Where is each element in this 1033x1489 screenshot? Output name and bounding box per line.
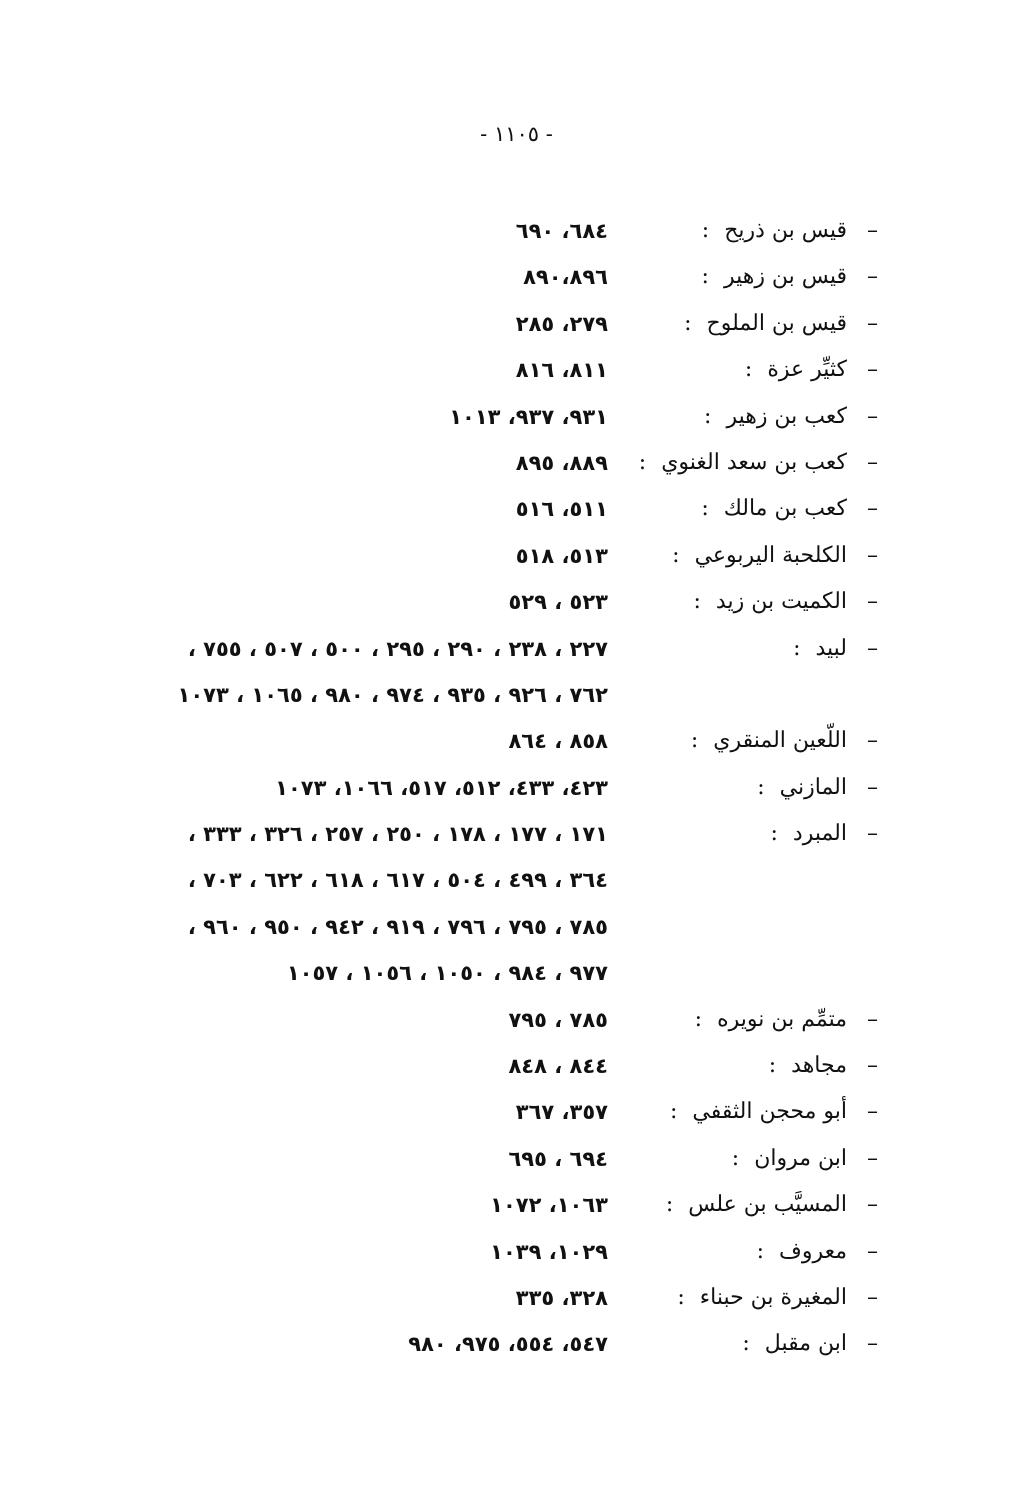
entry-pages: ١٠٢٩، ١٠٣٩ xyxy=(490,1239,608,1264)
entry-dash: – xyxy=(867,1099,878,1125)
entry-name: الكميت بن زيد : xyxy=(693,589,847,615)
entry-name: معروف : xyxy=(756,1238,847,1264)
entry-name: قيس بن زهير : xyxy=(701,264,847,290)
entry-dash: – xyxy=(867,264,878,290)
entry-pages: ٣٢٨، ٣٣٥ xyxy=(515,1285,608,1310)
index-entry-continuation xyxy=(0,904,1033,950)
entry-name: اللّعين المنقري : xyxy=(690,728,847,754)
entry-name: قيس بن الملوح : xyxy=(684,310,847,336)
index-entry xyxy=(0,997,1033,1043)
entry-dash: – xyxy=(867,449,878,475)
index-entry-continuation xyxy=(0,672,1033,718)
index-entry xyxy=(0,1321,1033,1367)
entry-name: المسيَّب بن علس : xyxy=(665,1192,847,1218)
entry-dash: – xyxy=(867,403,878,429)
entry-pages: ٥٤٧، ٥٥٤، ٩٧٥، ٩٨٠ xyxy=(408,1332,608,1357)
entry-pages: ٧٦٢ ، ٩٢٦ ، ٩٣٥ ، ٩٧٤ ، ٩٨٠ ، ١٠٦٥ ، ١٠٧٣ xyxy=(177,682,608,707)
entry-pages: ٦٩٤ ، ٦٩٥ xyxy=(508,1146,608,1171)
entry-dash: – xyxy=(867,589,878,615)
entry-dash: – xyxy=(867,218,878,243)
index-entry xyxy=(0,765,1033,811)
entry-dash: – xyxy=(867,496,878,522)
index-entry xyxy=(0,533,1033,579)
index-entry xyxy=(0,394,1033,440)
entry-pages: ٨٥٨ ، ٨٦٤ xyxy=(508,729,608,754)
entry-pages: ٨٩٠،٨٩٦ xyxy=(523,265,608,290)
entry-pages: ٣٦٤ ، ٤٩٩ ، ٥٠٤ ، ٦١٧ ، ٦١٨ ، ٦٢٢ ، ٧٠٣ ، xyxy=(187,868,608,893)
entry-dash: – xyxy=(867,1331,878,1357)
entry-name: ابن مروان : xyxy=(731,1145,847,1171)
entry-name: كثيِّر عزة : xyxy=(744,357,847,383)
entry-dash: – xyxy=(867,1192,878,1218)
entry-dash: – xyxy=(867,1238,878,1264)
index-list xyxy=(0,208,1033,1368)
index-entry xyxy=(0,347,1033,393)
entry-pages: ٢٢٧ ، ٢٣٨ ، ٢٩٠ ، ٢٩٥ ، ٥٠٠ ، ٥٠٧ ، ٧٥٥ ، xyxy=(187,636,608,661)
entry-pages: ٨١١، ٨١٦ xyxy=(515,358,608,383)
entry-name: المازني : xyxy=(757,774,847,800)
index-entry-continuation xyxy=(0,950,1033,996)
index-entry xyxy=(0,208,1033,254)
entry-dash: – xyxy=(867,821,878,847)
entry-pages: ٢٧٩، ٢٨٥ xyxy=(515,311,608,336)
entry-name: الكلحبة اليربوعي : xyxy=(672,542,847,568)
entry-dash: – xyxy=(867,635,878,661)
index-entry xyxy=(0,1043,1033,1089)
entry-name: مجاهد : xyxy=(768,1053,847,1079)
entry-name: المبرد : xyxy=(770,821,847,847)
entry-dash: – xyxy=(867,310,878,336)
index-entry xyxy=(0,1182,1033,1228)
entry-pages: ١٠٦٣، ١٠٧٢ xyxy=(490,1193,608,1218)
entry-pages: ٨٨٩، ٨٩٥ xyxy=(515,450,608,475)
entry-pages: ٣٥٧، ٣٦٧ xyxy=(515,1100,608,1125)
entry-name: كعب بن مالك : xyxy=(701,496,847,522)
index-entry xyxy=(0,626,1033,672)
index-entry xyxy=(0,1275,1033,1321)
entry-name: المغيرة بن حبناء : xyxy=(677,1284,847,1310)
entry-name: ابن مقبل : xyxy=(742,1331,847,1357)
index-entry xyxy=(0,579,1033,625)
entry-pages: ٤٢٣، ٤٣٣، ٥١٢، ٥١٧، ١٠٦٦، ١٠٧٣ xyxy=(275,775,608,800)
entry-pages: ٥١١، ٥١٦ xyxy=(515,497,608,522)
index-entry-continuation xyxy=(0,857,1033,903)
entry-name: أبو محجن الثقفي : xyxy=(670,1099,847,1125)
entry-pages: ٧٨٥ ، ٧٩٥ xyxy=(508,1007,608,1032)
entry-dash: – xyxy=(867,728,878,754)
entry-pages: ٧٨٥ ، ٧٩٥ ، ٧٩٦ ، ٩١٩ ، ٩٤٢ ، ٩٥٠ ، ٩٦٠ ، xyxy=(187,914,608,939)
entry-pages: ٩٣١، ٩٣٧، ١٠١٣ xyxy=(449,404,608,429)
page-number: - ١١٠٥ - xyxy=(480,122,553,146)
index-entry xyxy=(0,301,1033,347)
index-entry xyxy=(0,1136,1033,1182)
entry-pages: ٥١٣، ٥١٨ xyxy=(515,543,608,568)
entry-name: متمِّم بن نويره : xyxy=(694,1006,847,1032)
entry-name: لبيد : xyxy=(793,635,847,661)
index-entry xyxy=(0,811,1033,857)
entry-dash: – xyxy=(867,1284,878,1310)
entry-name: قيس بن ذريح : xyxy=(701,218,847,243)
index-entry xyxy=(0,440,1033,486)
entry-pages: ٥٢٣ ، ٥٢٩ xyxy=(508,590,608,615)
index-entry xyxy=(0,486,1033,532)
entry-pages: ١٧١ ، ١٧٧ ، ١٧٨ ، ٢٥٠ ، ٢٥٧ ، ٣٢٦ ، ٣٣٣ ، xyxy=(187,822,608,847)
entry-name: كعب بن سعد الغنوي : xyxy=(638,449,847,475)
entry-pages: ٩٧٧ ، ٩٨٤ ، ١٠٥٠ ، ١٠٥٦ ، ١٠٥٧ xyxy=(286,961,608,986)
entry-dash: – xyxy=(867,1053,878,1079)
entry-pages: ٨٤٤ ، ٨٤٨ xyxy=(508,1054,608,1079)
index-entry xyxy=(0,718,1033,764)
index-entry xyxy=(0,1089,1033,1135)
entry-dash: – xyxy=(867,774,878,800)
entry-dash: – xyxy=(867,1145,878,1171)
entry-name: كعب بن زهير : xyxy=(704,403,847,429)
entry-dash: – xyxy=(867,357,878,383)
index-entry xyxy=(0,1229,1033,1275)
entry-pages: ٦٨٤، ٦٩٠ xyxy=(515,219,608,243)
entry-dash: – xyxy=(867,1006,878,1032)
index-entry xyxy=(0,254,1033,300)
entry-dash: – xyxy=(867,542,878,568)
